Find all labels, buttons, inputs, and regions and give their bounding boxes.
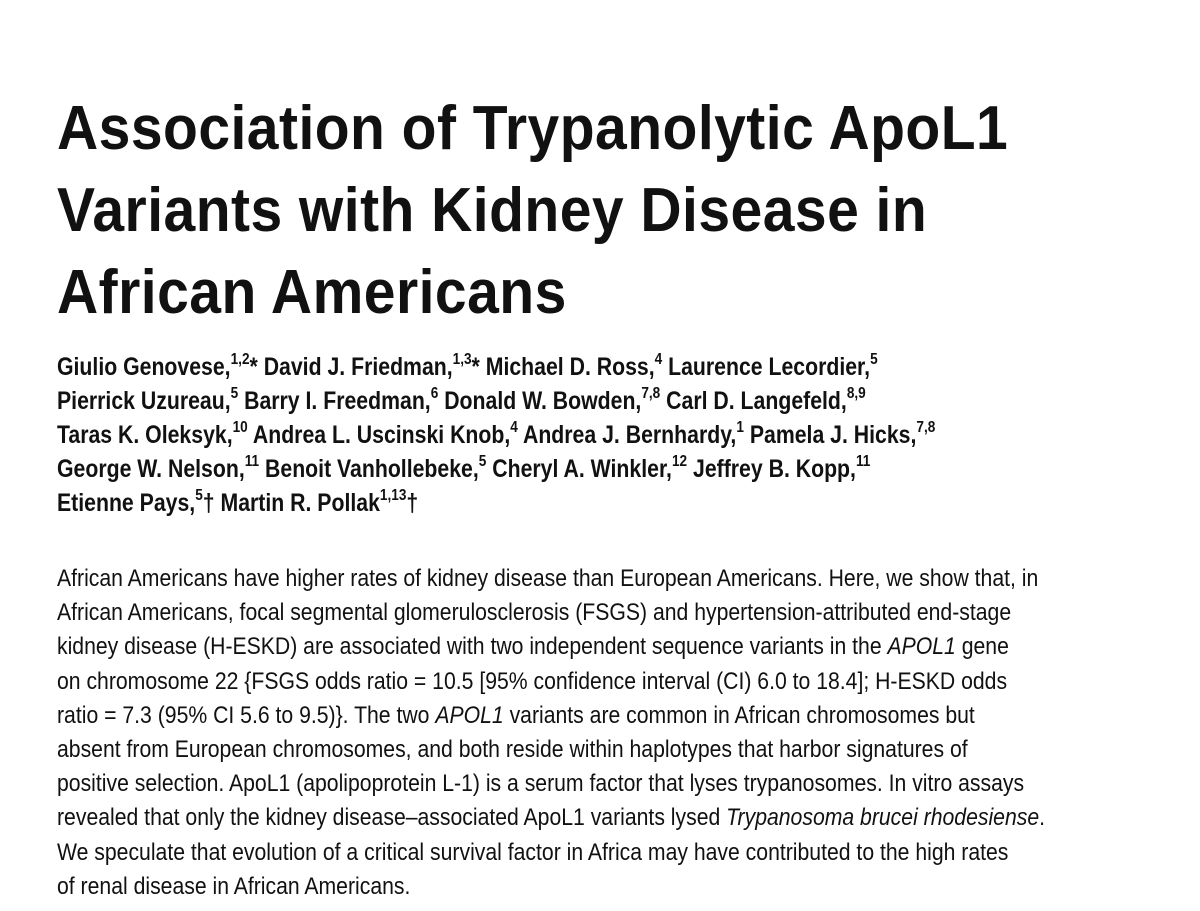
abstract-text: positive selection. ApoL1 (apolipoprotein L-1) is a serum factor that lyses trypanosomes. In vitro assays — [57, 770, 1025, 798]
author-name: Cheryl A. Winkler, — [492, 455, 672, 483]
author-name: Barry I. Freedman, — [244, 387, 431, 415]
abstract-text: variants are common in African chromosomes but — [503, 701, 975, 729]
title-line: African Americans — [57, 258, 567, 327]
author-name: George W. Nelson, — [57, 455, 245, 483]
affiliation-marker: 11 — [855, 453, 871, 470]
author-name: Andrea L. Uscinski Knob, — [252, 421, 511, 449]
author-name: Pamela J. Hicks, — [749, 421, 917, 449]
abstract-text: We speculate that evolution of a critical survival factor in Africa may have contributed to the high rates — [57, 838, 1009, 866]
author-line — [57, 486, 1128, 520]
author-name: Michael D. Ross, — [485, 353, 655, 381]
author-name: Carl D. Langefeld, — [666, 387, 847, 415]
abstract-line — [57, 836, 1199, 870]
affiliation-marker: 1,3 — [452, 351, 472, 368]
abstract-text: African Americans have higher rates of kidney disease than European Americans. Here, we show that, in — [57, 565, 1039, 592]
abstract-text: ratio = 7.3 (95% CI 5.6 to 9.5)}. The two — [57, 701, 436, 729]
italic-term: APOL1 — [435, 701, 504, 729]
affiliation-marker: 5 — [870, 351, 878, 368]
article-header — [57, 88, 1182, 900]
author-name: Benoit Vanhollebeke, — [265, 455, 479, 483]
author-name: Andrea J. Bernhardy, — [522, 421, 737, 449]
author-line — [57, 384, 1128, 418]
abstract-text: absent from European chromosomes, and both reside within haplotypes that harbor signatures of — [57, 736, 968, 764]
affiliation-marker: 11 — [244, 453, 260, 470]
author-name: David J. Friedman, — [263, 353, 453, 381]
author-name: Donald W. Bowden, — [444, 387, 642, 415]
italic-term: APOL1 — [887, 633, 956, 661]
affiliation-marker: 10 — [232, 419, 248, 436]
author-name: Etienne Pays, — [57, 489, 196, 517]
author-name: Laurence Lecordier, — [668, 353, 871, 381]
abstract-text: of renal disease in African Americans. — [57, 872, 411, 900]
affiliation-marker: 4 — [510, 419, 518, 436]
author-name: Giulio Genovese, — [57, 353, 231, 381]
abstract-line — [57, 870, 1199, 904]
affiliation-marker: 1,2 — [230, 351, 250, 368]
author-name: Jeffrey B. Kopp, — [692, 455, 856, 483]
abstract-line — [57, 733, 1199, 767]
author-line — [57, 452, 1128, 486]
abstract-line — [57, 596, 1199, 630]
author-note-mark: † — [202, 489, 215, 517]
author-note-mark: † — [406, 489, 419, 517]
affiliation-marker: 12 — [671, 453, 688, 470]
affiliation-marker: 4 — [654, 351, 663, 368]
abstract-text: on chromosome 22 {FSGS odds ratio = 10.5 [95% confidence interval (CI) 6.0 to 18.4]; H-ESKD odds — [57, 667, 1008, 695]
abstract-line — [57, 630, 1199, 664]
author-name: Taras K. Oleksyk, — [57, 421, 233, 449]
abstract-text: kidney disease (H-ESKD) are associated with two independent sequence variants in the — [57, 633, 888, 661]
italic-term: Trypanosoma brucei rhodesiense — [726, 804, 1040, 832]
author-name: Martin R. Pollak — [220, 489, 380, 517]
affiliation-marker: 7,8 — [916, 419, 936, 436]
abstract-text: African Americans, focal segmental glomerulosclerosis (FSGS) and hypertension-attributed end-stage — [57, 599, 1012, 627]
author-list — [57, 350, 1128, 520]
affiliation-marker: 5 — [478, 453, 487, 470]
author-note-mark: * — [471, 353, 480, 381]
affiliation-marker: 7,8 — [641, 385, 661, 402]
affiliation-marker: 5 — [195, 487, 203, 504]
article-title — [57, 88, 1069, 334]
abstract-line — [57, 767, 1199, 801]
author-name: Pierrick Uzureau, — [57, 387, 231, 415]
abstract-text: revealed that only the kidney disease–associated ApoL1 variants lysed — [57, 804, 727, 832]
affiliation-marker: 6 — [430, 385, 439, 402]
abstract-text: . — [1039, 804, 1046, 832]
affiliation-marker: 8,9 — [846, 385, 866, 402]
abstract-line — [57, 801, 1199, 835]
affiliation-marker: 1 — [736, 419, 744, 436]
affiliation-marker: 1,13 — [379, 487, 407, 504]
author-line — [57, 350, 1128, 384]
abstract-line — [57, 562, 1199, 596]
title-line: Association of Trypanolytic ApoL1 — [57, 94, 1009, 163]
abstract-text: gene — [955, 633, 1009, 661]
title-line: Variants with Kidney Disease in — [57, 176, 928, 245]
author-note-mark: * — [249, 353, 258, 381]
abstract-line — [57, 665, 1199, 699]
author-line — [57, 418, 1128, 452]
affiliation-marker: 5 — [230, 385, 239, 402]
abstract — [57, 562, 1199, 904]
abstract-line — [57, 699, 1199, 733]
